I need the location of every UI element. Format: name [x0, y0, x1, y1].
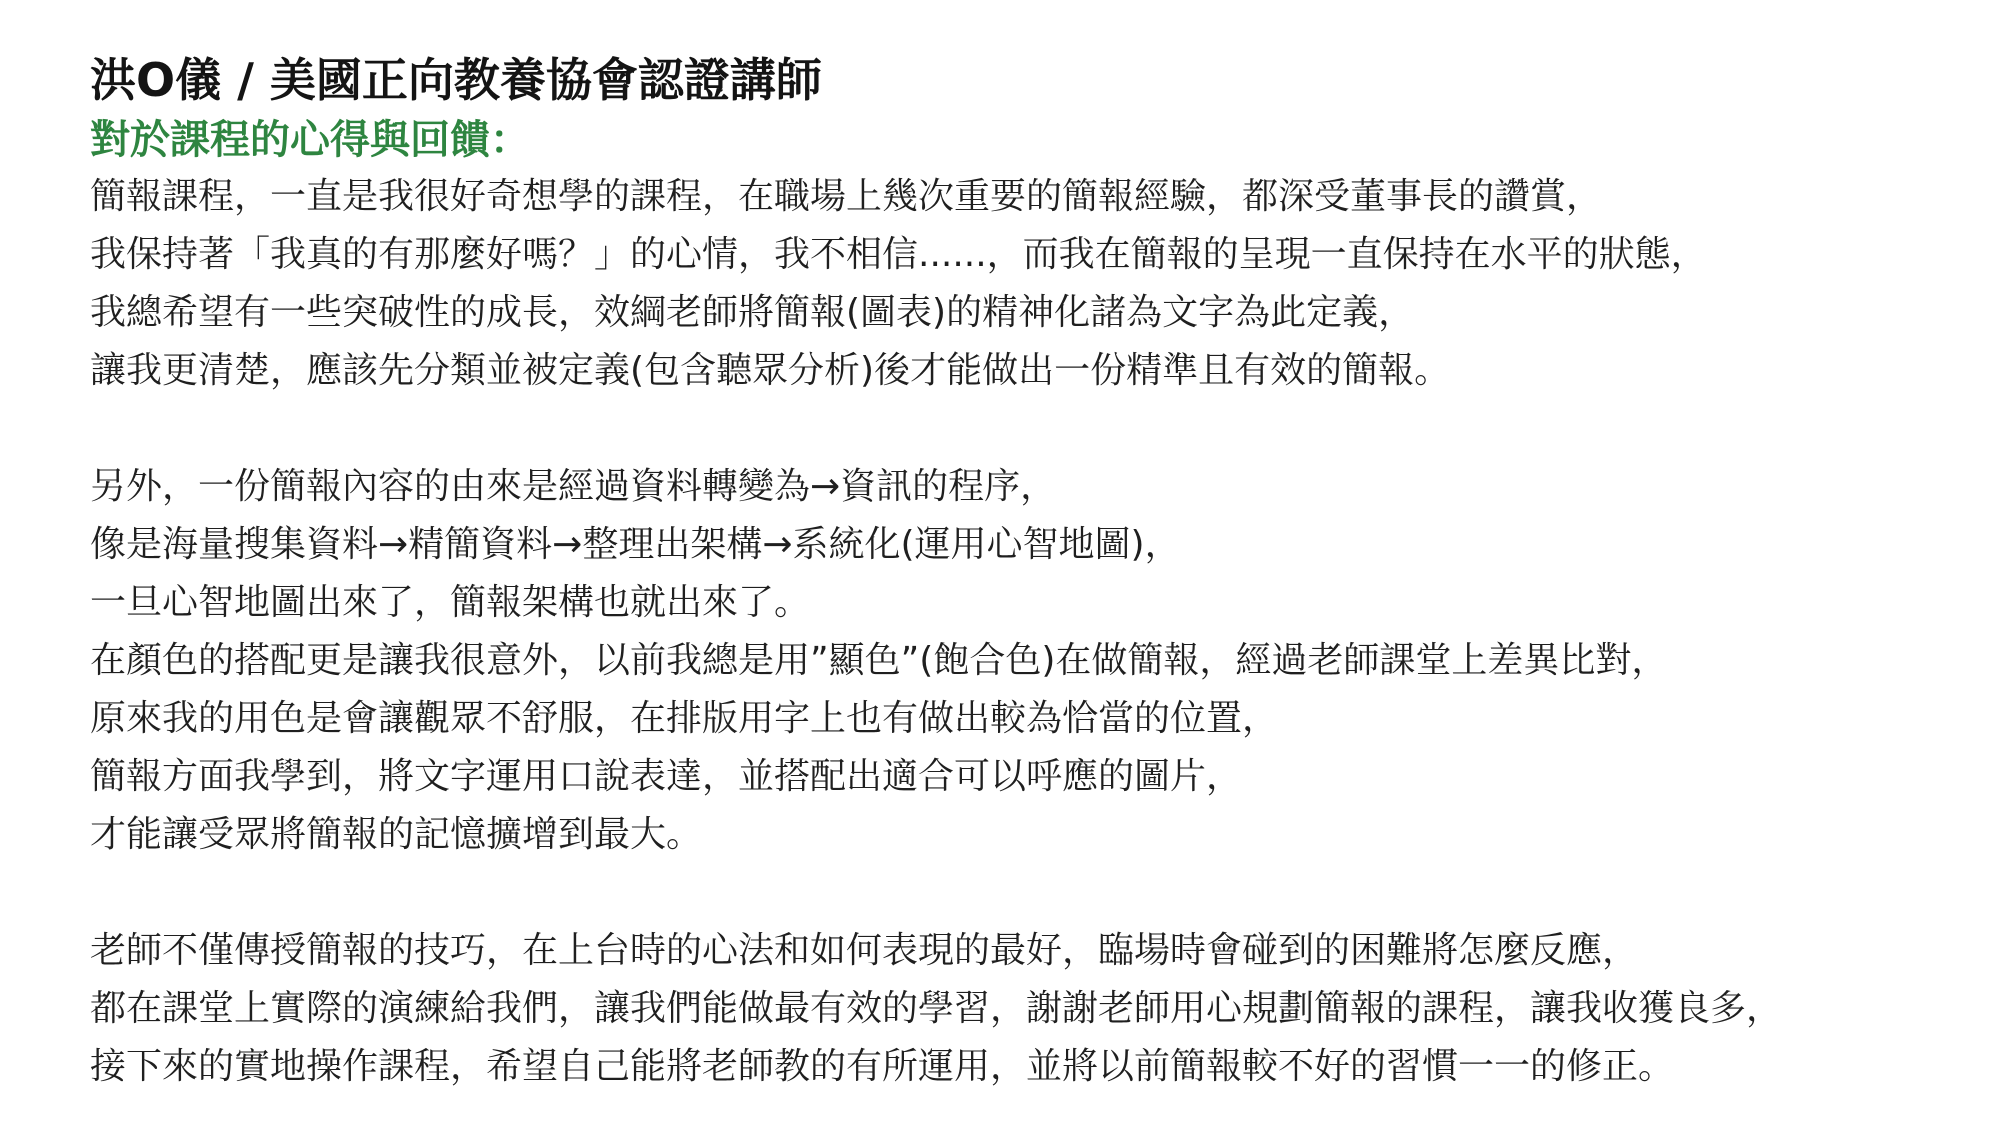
paragraph-line: 讓我更清楚，應該先分類並被定義(包含聽眾分析)後才能做出一份精準且有效的簡報。: [90, 350, 1451, 391]
paragraph-line: 簡報課程，一直是我很好奇想學的課程，在職場上幾次重要的簡報經驗，都深受董事長的讚賞，: [90, 176, 1603, 217]
paragraph-line: 一旦心智地圖出來了，簡報架構也就出來了。: [90, 582, 811, 623]
paragraph-line: 才能讓受眾將簡報的記憶擴增到最大。: [90, 814, 703, 855]
paragraph-3: [90, 922, 1990, 1096]
paragraph-line: 我總希望有一些突破性的成長，效綱老師將簡報(圖表)的精神化諸為文字為此定義，: [90, 292, 1415, 333]
paragraph-line: 我保持著「我真的有那麼好嗎？」的心情，我不相信......，而我在簡報的呈現一直保持在水平的狀態，: [90, 234, 1707, 275]
author-name-title: 洪O儀 / 美國正向教養協會認證講師: [90, 53, 822, 107]
paragraph-line: 老師不僅傳授簡報的技巧，在上台時的心法和如何表現的最好，臨場時會碰到的困難將怎麼反應，: [90, 930, 1639, 971]
paragraph-spacer: [90, 864, 1990, 922]
paragraph-2: [90, 458, 1990, 864]
paragraph-1: [90, 168, 1990, 400]
paragraph-line: 簡報方面我學到，將文字運用口說表達，並搭配出適合可以呼應的圖片，: [90, 756, 1243, 797]
paragraph-spacer: [90, 400, 1990, 458]
paragraph-line: 像是海量搜集資料→精簡資料→整理出架構→系統化(運用心智地圖)，: [90, 524, 1181, 565]
paragraph-line: 原來我的用色是會讓觀眾不舒服，在排版用字上也有做出較為恰當的位置，: [90, 698, 1279, 739]
feedback-heading: 對於課程的心得與回饋：: [90, 116, 530, 163]
paragraph-line: 在顏色的搭配更是讓我很意外，以前我總是用”顯色”(飽合色)在做簡報，經過老師課堂上差異比對，: [90, 640, 1668, 681]
paragraph-line: 都在課堂上實際的演練給我們，讓我們能做最有效的學習，謝謝老師用心規劃簡報的課程，讓我收獲良多，: [90, 988, 1783, 1029]
testimonial-document: [90, 48, 1990, 1096]
paragraph-line: 另外，一份簡報內容的由來是經過資料轉變為→資訊的程序，: [90, 466, 1057, 507]
paragraph-line: 接下來的實地操作課程，希望自己能將老師教的有所運用，並將以前簡報較不好的習慣一一的修正。: [90, 1046, 1675, 1087]
